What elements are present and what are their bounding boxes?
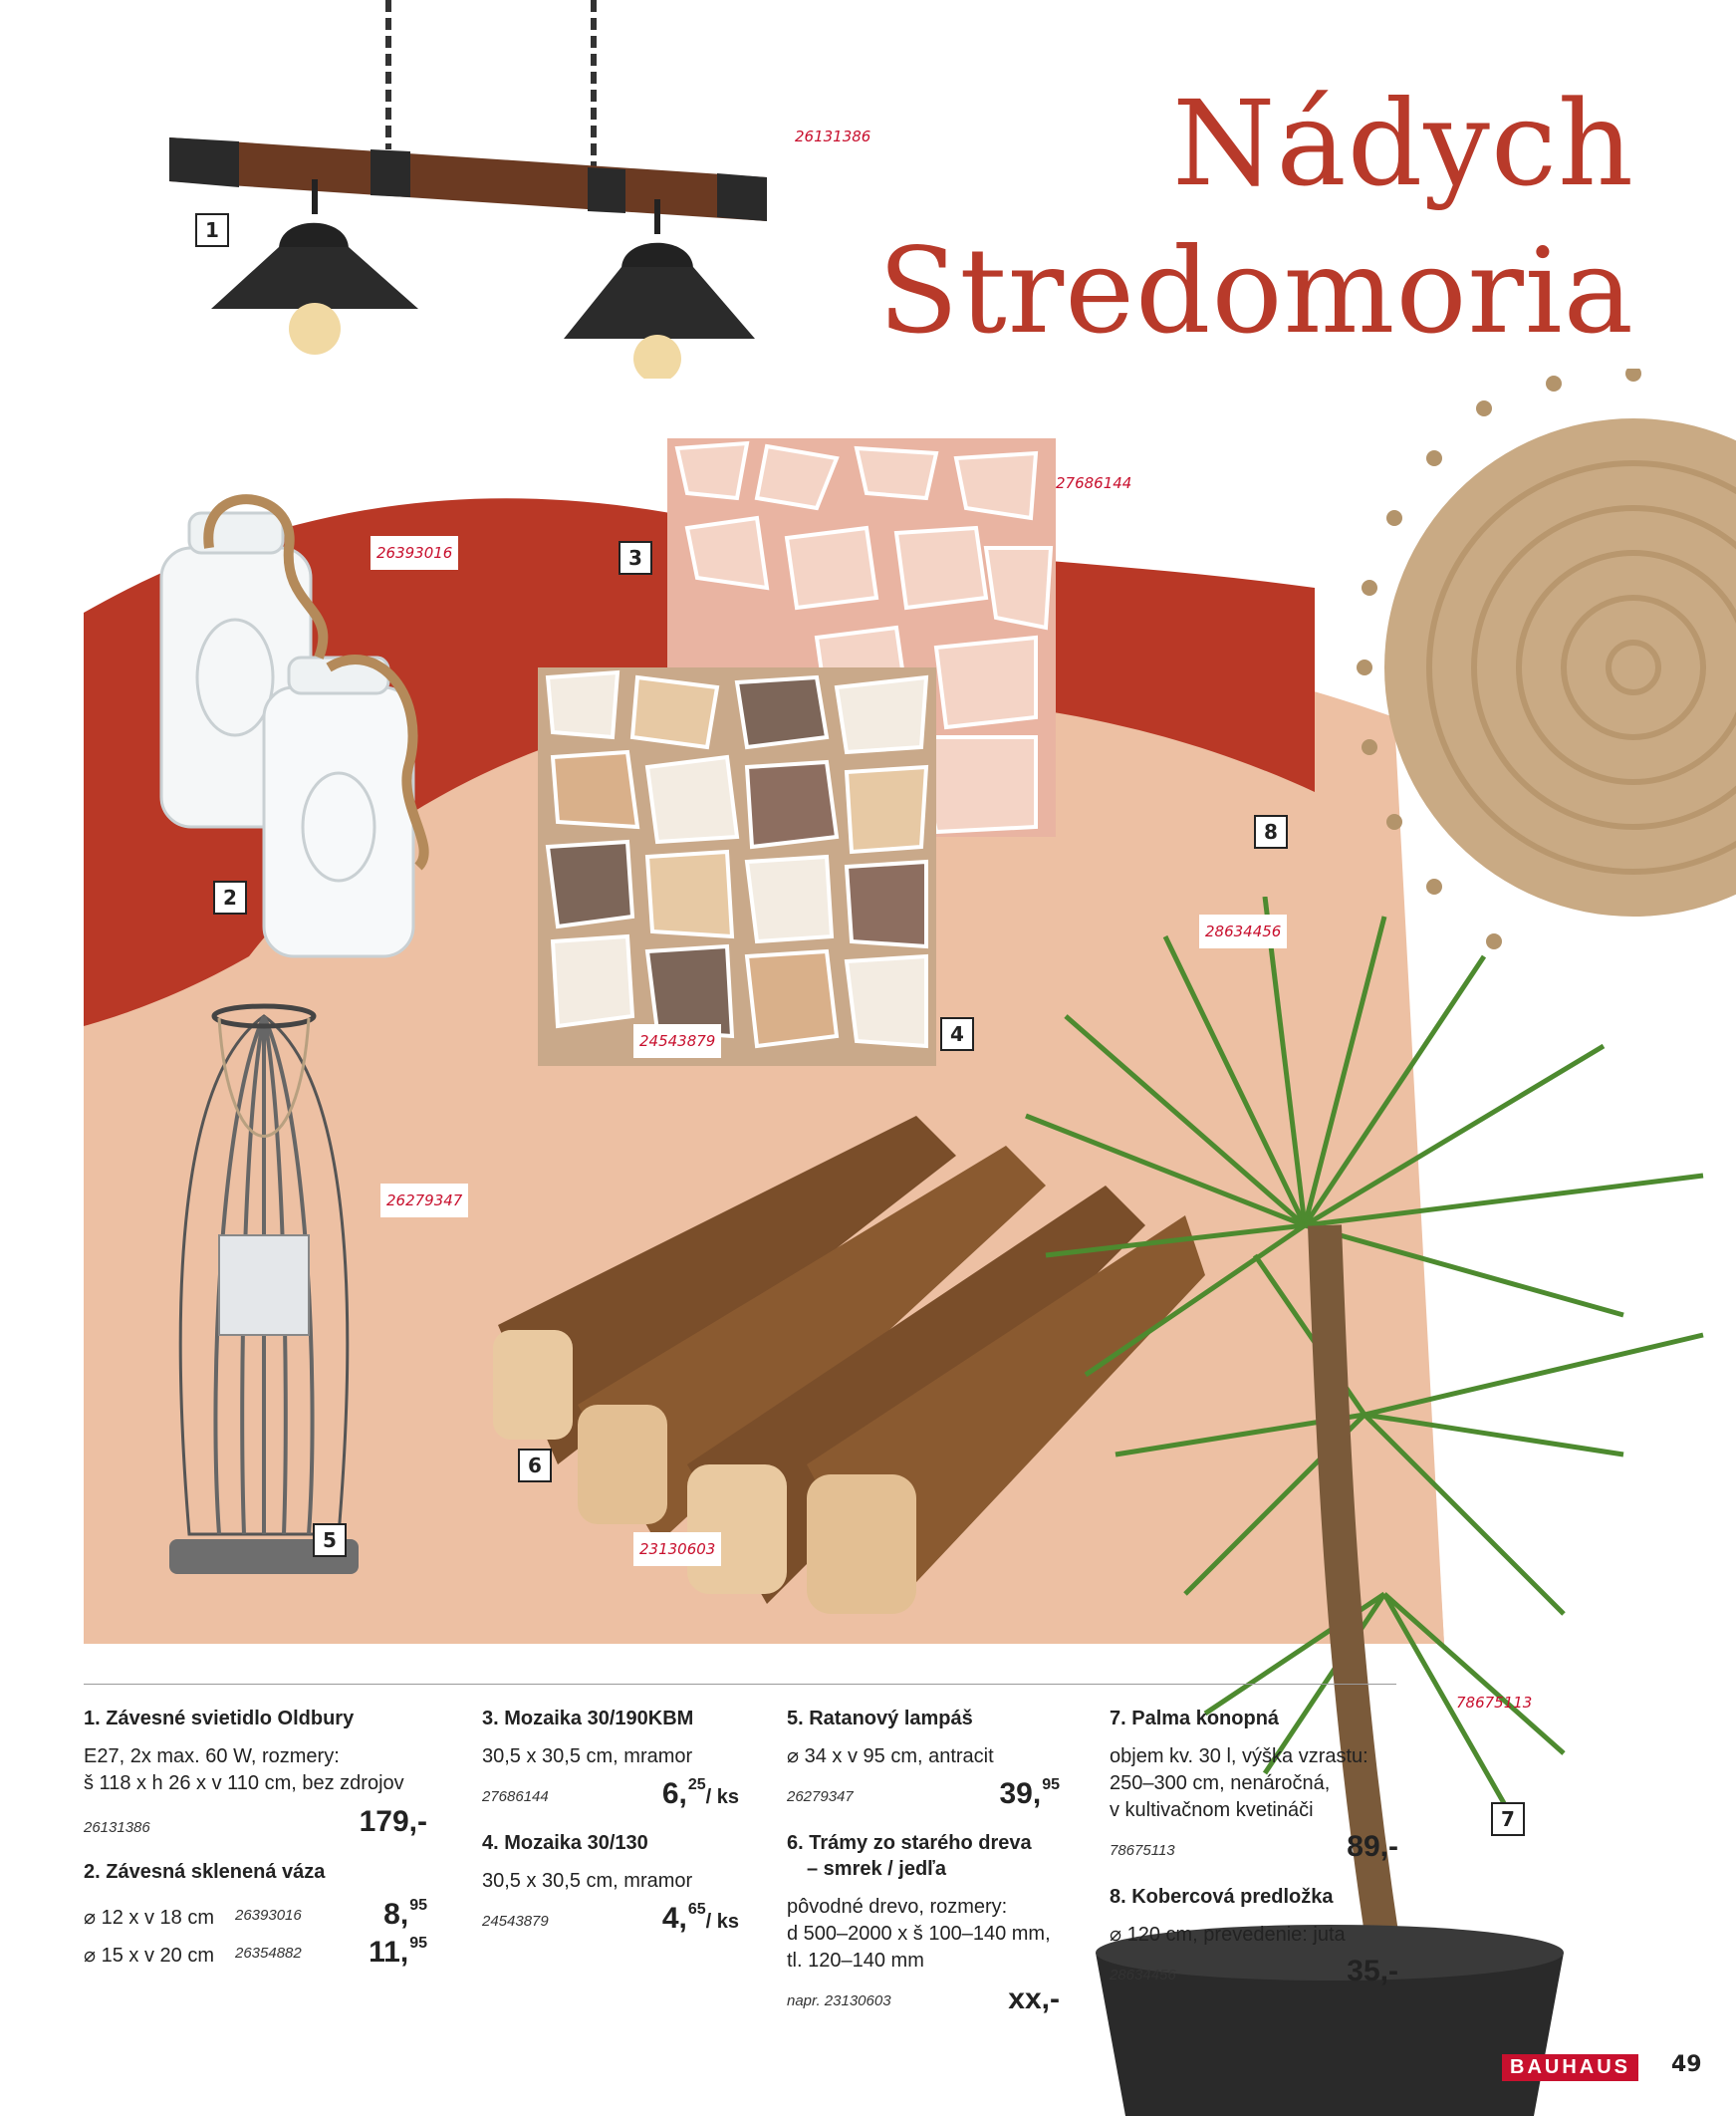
product-5-title: 5. Ratanový lampáš: [787, 1708, 973, 1729]
product-1-desc-line1: E27, 2x max. 60 W, rozmery:: [84, 1745, 340, 1767]
product-4-code: 24543879: [482, 1913, 549, 1930]
product-7-desc-line2: 250–300 cm, nenáročná,: [1110, 1772, 1331, 1794]
product-8-code: 28634456: [1110, 1967, 1176, 1984]
label-number-2: 2: [213, 881, 247, 915]
product-7-code: 78675113: [1110, 1842, 1175, 1859]
product-column-2: [482, 1706, 739, 1941]
product-5-price-row: [787, 1776, 1060, 1816]
product-6-title-line2: – smrek / jedľa: [807, 1858, 947, 1880]
product-8-price: 35,-: [1347, 1955, 1398, 1987]
product-2-variant-1-size: ⌀ 12 x v 18 cm: [84, 1907, 214, 1929]
section-divider: [84, 1684, 1396, 1685]
product-6-price-row: [787, 1983, 1060, 2022]
product-2-variant-1-price: [383, 1897, 427, 1932]
product-8-price-row: [1110, 1955, 1398, 1994]
product-1-code: 26131386: [84, 1819, 150, 1836]
label-number-3: 3: [619, 541, 652, 575]
jute-rug-image: [1255, 369, 1736, 966]
code-lantern: 26279347: [380, 1184, 468, 1217]
product-7-price: 89,-: [1347, 1830, 1398, 1863]
product-3-price-unit: / ks: [705, 1786, 739, 1808]
product-5-price-main: 39,: [999, 1777, 1042, 1810]
product-4-price-row: [482, 1901, 739, 1941]
product-6-desc-line2: d 500–2000 x š 100–140 mm,: [787, 1923, 1051, 1945]
label-number-1: 1: [195, 213, 229, 247]
product-1-price: 179,-: [359, 1805, 427, 1838]
title-line-1: Nádych: [1172, 75, 1634, 212]
rattan-lantern-image: [159, 996, 369, 1594]
product-6-title-line1: 6. Trámy zo starého dreva: [787, 1832, 1032, 1854]
code-palm: 78675113: [1456, 1694, 1533, 1712]
product-1-title: 1. Závesné svietidlo Oldbury: [84, 1708, 355, 1729]
page-number: 49: [1671, 2052, 1702, 2077]
product-3-desc: 30,5 x 30,5 cm, mramor: [482, 1745, 693, 1767]
product-2-variant-1-price-cents: 95: [409, 1897, 427, 1914]
product-5-price-cents: 95: [1042, 1776, 1060, 1793]
code-mosaic-mix: 24543879: [633, 1024, 721, 1058]
product-2-variant-2-code: 26354882: [235, 1945, 302, 1962]
product-3-price-main: 6,: [661, 1777, 687, 1810]
product-2-variant-2-size: ⌀ 15 x v 20 cm: [84, 1945, 214, 1967]
code-vase: 26393016: [371, 536, 458, 570]
product-2-variant-2-price-main: 11,: [369, 1936, 409, 1969]
product-4-title: 4. Mozaika 30/130: [482, 1832, 648, 1854]
product-3-price-row: [482, 1776, 739, 1816]
product-4-price-main: 4,: [661, 1902, 687, 1935]
product-column-3: [787, 1706, 1060, 2022]
product-1-price-row: [84, 1805, 427, 1845]
product-8-title: 8. Kobercová predložka: [1110, 1886, 1334, 1908]
code-rug: 28634456: [1199, 915, 1287, 948]
product-1-desc-line2: š 118 x h 26 x v 110 cm, bez zdrojov: [84, 1772, 404, 1794]
product-6-desc-line1: pôvodné drevo, rozmery:: [787, 1896, 1008, 1918]
code-mosaic-pink: 27686144: [1056, 474, 1132, 492]
mosaic-tiles-image: [518, 438, 1076, 1076]
product-2-title: 2. Závesná sklenená váza: [84, 1861, 326, 1883]
product-5-price: [999, 1776, 1060, 1811]
product-3-title: 3. Mozaika 30/190KBM: [482, 1708, 694, 1729]
product-column-4: [1110, 1706, 1398, 1994]
product-6-code: napr. 23130603: [787, 1992, 891, 2009]
product-7-title: 7. Palma konopná: [1110, 1708, 1280, 1729]
label-number-6: 6: [518, 1449, 552, 1482]
product-6-price: xx,-: [1008, 1983, 1060, 2015]
product-4-price-unit: / ks: [705, 1911, 739, 1933]
product-4-price: [662, 1901, 739, 1936]
product-7-price-row: [1110, 1830, 1398, 1870]
title-line-2: Stredomoria: [877, 222, 1634, 360]
product-2-variant-1-price-main: 8,: [383, 1898, 409, 1931]
product-8-desc: ⌀ 120 cm, prevedenie: juta: [1110, 1924, 1346, 1946]
product-3-code: 27686144: [482, 1788, 549, 1805]
product-2-variant-2-price: [369, 1935, 427, 1970]
product-2-variant-2: [84, 1935, 427, 1973]
product-2-variant-1-code: 26393016: [235, 1907, 302, 1924]
page-title: [877, 70, 1634, 365]
product-6-desc-line3: tl. 120–140 mm: [787, 1950, 924, 1972]
label-number-7: 7: [1491, 1802, 1525, 1836]
product-7-desc-line1: objem kv. 30 l, výška vzrastu:: [1110, 1745, 1368, 1767]
code-beams: 23130603: [633, 1532, 721, 1566]
bauhaus-logo: BAUHAUS: [1502, 2054, 1638, 2081]
product-4-desc: 30,5 x 30,5 cm, mramor: [482, 1870, 693, 1892]
product-5-code: 26279347: [787, 1788, 854, 1805]
product-7-desc-line3: v kultivačnom kvetináči: [1110, 1799, 1314, 1821]
label-number-5: 5: [313, 1523, 347, 1557]
product-2-variant-1: [84, 1897, 427, 1935]
product-column-1: [84, 1706, 427, 1973]
label-number-8: 8: [1254, 815, 1288, 849]
code-lamp: 26131386: [795, 128, 871, 145]
pendant-lamp-image: [149, 0, 807, 379]
product-2-variant-2-price-cents: 95: [409, 1935, 427, 1952]
product-3-price-cents: 25: [687, 1776, 706, 1793]
product-4-price-cents: 65: [687, 1901, 706, 1918]
product-5-desc: ⌀ 34 x v 95 cm, antracit: [787, 1745, 994, 1767]
product-3-price: [662, 1776, 739, 1811]
label-number-4: 4: [940, 1017, 974, 1051]
